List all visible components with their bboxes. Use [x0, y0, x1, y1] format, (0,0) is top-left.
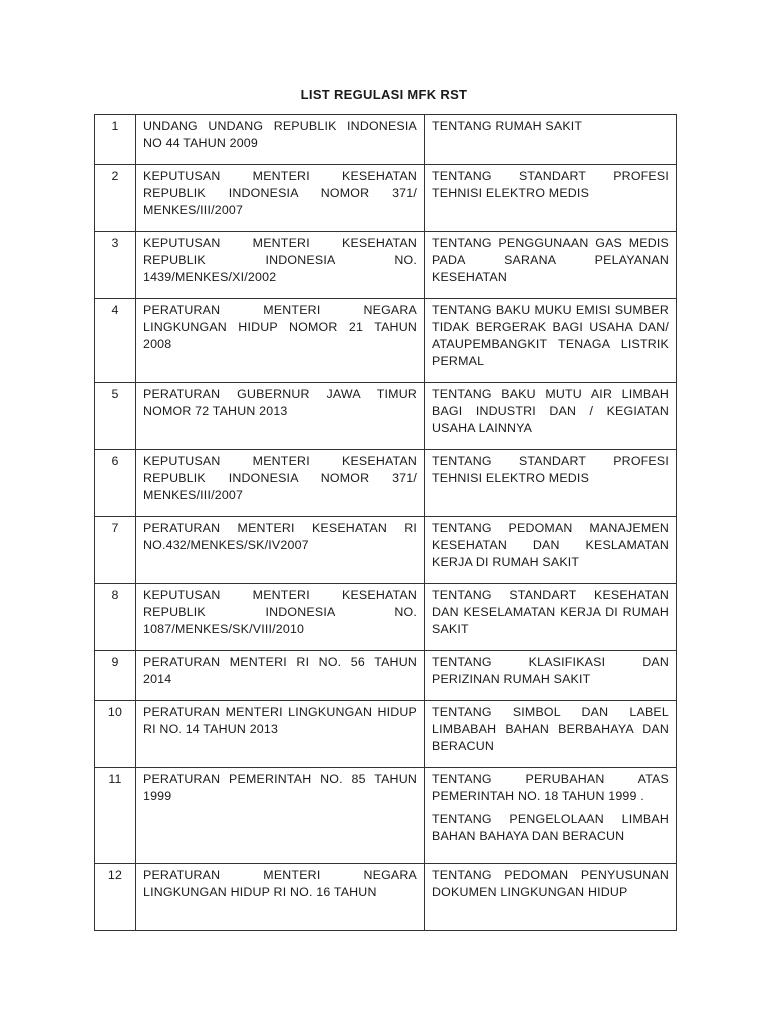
table-row	[95, 651, 677, 701]
regulation-name: UNDANG UNDANG REPUBLIK INDONESIA NO 44 TAHUN 2009	[136, 115, 425, 165]
regulation-table	[94, 114, 677, 931]
regulation-subject	[425, 651, 677, 701]
regulation-name: PERATURAN PEMERINTAH NO. 85 TAHUN 1999	[136, 768, 425, 864]
regulation-subject	[425, 383, 677, 450]
regulation-subject-text: TENTANG RUMAH SAKIT	[432, 119, 583, 133]
regulation-subject-text: TENTANG PENGGUNAAN GAS MEDIS PADA SARANA PELAYANAN KESEHATAN	[432, 236, 669, 284]
regulation-subject-text: TENTANG PERUBAHAN ATAS PEMERINTAH NO. 18 TAHUN 1999 .	[432, 772, 669, 803]
regulation-subject	[425, 165, 677, 232]
regulation-subject-text: TENTANG BAKU MUTU AIR LIMBAH BAGI INDUSTRI DAN / KEGIATAN USAHA LAINNYA	[432, 387, 669, 435]
regulation-name: KEPUTUSAN MENTERI KESEHATAN REPUBLIK INDONESIA NOMOR 371/ MENKES/III/2007	[136, 450, 425, 517]
regulation-subject	[425, 299, 677, 383]
table-row	[95, 517, 677, 584]
row-number: 11	[95, 768, 136, 864]
regulation-subject-text: TENTANG PENGELOLAAN LIMBAH BAHAN BAHAYA DAN BERACUN	[432, 812, 669, 843]
table-row	[95, 450, 677, 517]
regulation-subject	[425, 450, 677, 517]
regulation-subject	[425, 584, 677, 651]
row-number: 8	[95, 584, 136, 651]
row-number: 2	[95, 165, 136, 232]
regulation-name: PERATURAN MENTERI NEGARA LINGKUNGAN HIDUP RI NO. 16 TAHUN	[136, 864, 425, 931]
regulation-subject	[425, 768, 677, 864]
page-title: LIST REGULASI MFK RST	[300, 87, 468, 102]
regulation-table-body	[95, 115, 677, 931]
regulation-subject	[425, 517, 677, 584]
table-row	[95, 299, 677, 383]
table-row	[95, 165, 677, 232]
regulation-subject-text: TENTANG BAKU MUKU EMISI SUMBER TIDAK BERGERAK BAGI USAHA DAN/ ATAUPEMBANGKIT TENAGA LISTRIK PERMAL	[432, 303, 669, 368]
regulation-subject-text: TENTANG PEDOMAN PENYUSUNAN DOKUMEN LINGKUNGAN HIDUP	[432, 868, 669, 899]
regulation-name: PERATURAN MENTERI NEGARA LINGKUNGAN HIDUP NOMOR 21 TAHUN 2008	[136, 299, 425, 383]
row-number: 7	[95, 517, 136, 584]
table-row	[95, 768, 677, 864]
table-row	[95, 232, 677, 299]
regulation-subject-text: TENTANG STANDART PROFESI TEHNISI ELEKTRO MEDIS	[432, 169, 669, 200]
regulation-subject	[425, 701, 677, 768]
row-number: 10	[95, 701, 136, 768]
regulation-subject	[425, 864, 677, 931]
regulation-name: KEPUTUSAN MENTERI KESEHATAN REPUBLIK INDONESIA NO. 1439/MENKES/XI/2002	[136, 232, 425, 299]
regulation-subject	[425, 232, 677, 299]
regulation-subject	[425, 115, 677, 165]
row-number: 6	[95, 450, 136, 517]
regulation-name: KEPUTUSAN MENTERI KESEHATAN REPUBLIK INDONESIA NO. 1087/MENKES/SK/VIII/2010	[136, 584, 425, 651]
table-row	[95, 383, 677, 450]
regulation-subject-text: TENTANG PEDOMAN MANAJEMEN KESEHATAN DAN KESLAMATAN KERJA DI RUMAH SAKIT	[432, 521, 669, 569]
row-number: 5	[95, 383, 136, 450]
table-row	[95, 115, 677, 165]
regulation-name: PERATURAN MENTERI LINGKUNGAN HIDUP RI NO. 14 TAHUN 2013	[136, 701, 425, 768]
table-row	[95, 701, 677, 768]
regulation-name: KEPUTUSAN MENTERI KESEHATAN REPUBLIK INDONESIA NOMOR 371/ MENKES/III/2007	[136, 165, 425, 232]
regulation-subject-text: TENTANG STANDART KESEHATAN DAN KESELAMATAN KERJA DI RUMAH SAKIT	[432, 588, 669, 636]
row-number: 1	[95, 115, 136, 165]
regulation-subject-text: TENTANG SIMBOL DAN LABEL LIMBABAH BAHAN BERBAHAYA DAN BERACUN	[432, 705, 669, 753]
regulation-name: PERATURAN MENTERI KESEHATAN RI NO.432/MENKES/SK/IV2007	[136, 517, 425, 584]
regulation-subject-text: TENTANG STANDART PROFESI TEHNISI ELEKTRO MEDIS	[432, 454, 669, 485]
row-number: 9	[95, 651, 136, 701]
regulation-name: PERATURAN GUBERNUR JAWA TIMUR NOMOR 72 TAHUN 2013	[136, 383, 425, 450]
row-number: 3	[95, 232, 136, 299]
row-number: 12	[95, 864, 136, 931]
regulation-name: PERATURAN MENTERI RI NO. 56 TAHUN 2014	[136, 651, 425, 701]
table-row	[95, 584, 677, 651]
table-row	[95, 864, 677, 931]
row-number: 4	[95, 299, 136, 383]
regulation-subject-text: TENTANG KLASIFIKASI DAN PERIZINAN RUMAH SAKIT	[432, 655, 669, 686]
